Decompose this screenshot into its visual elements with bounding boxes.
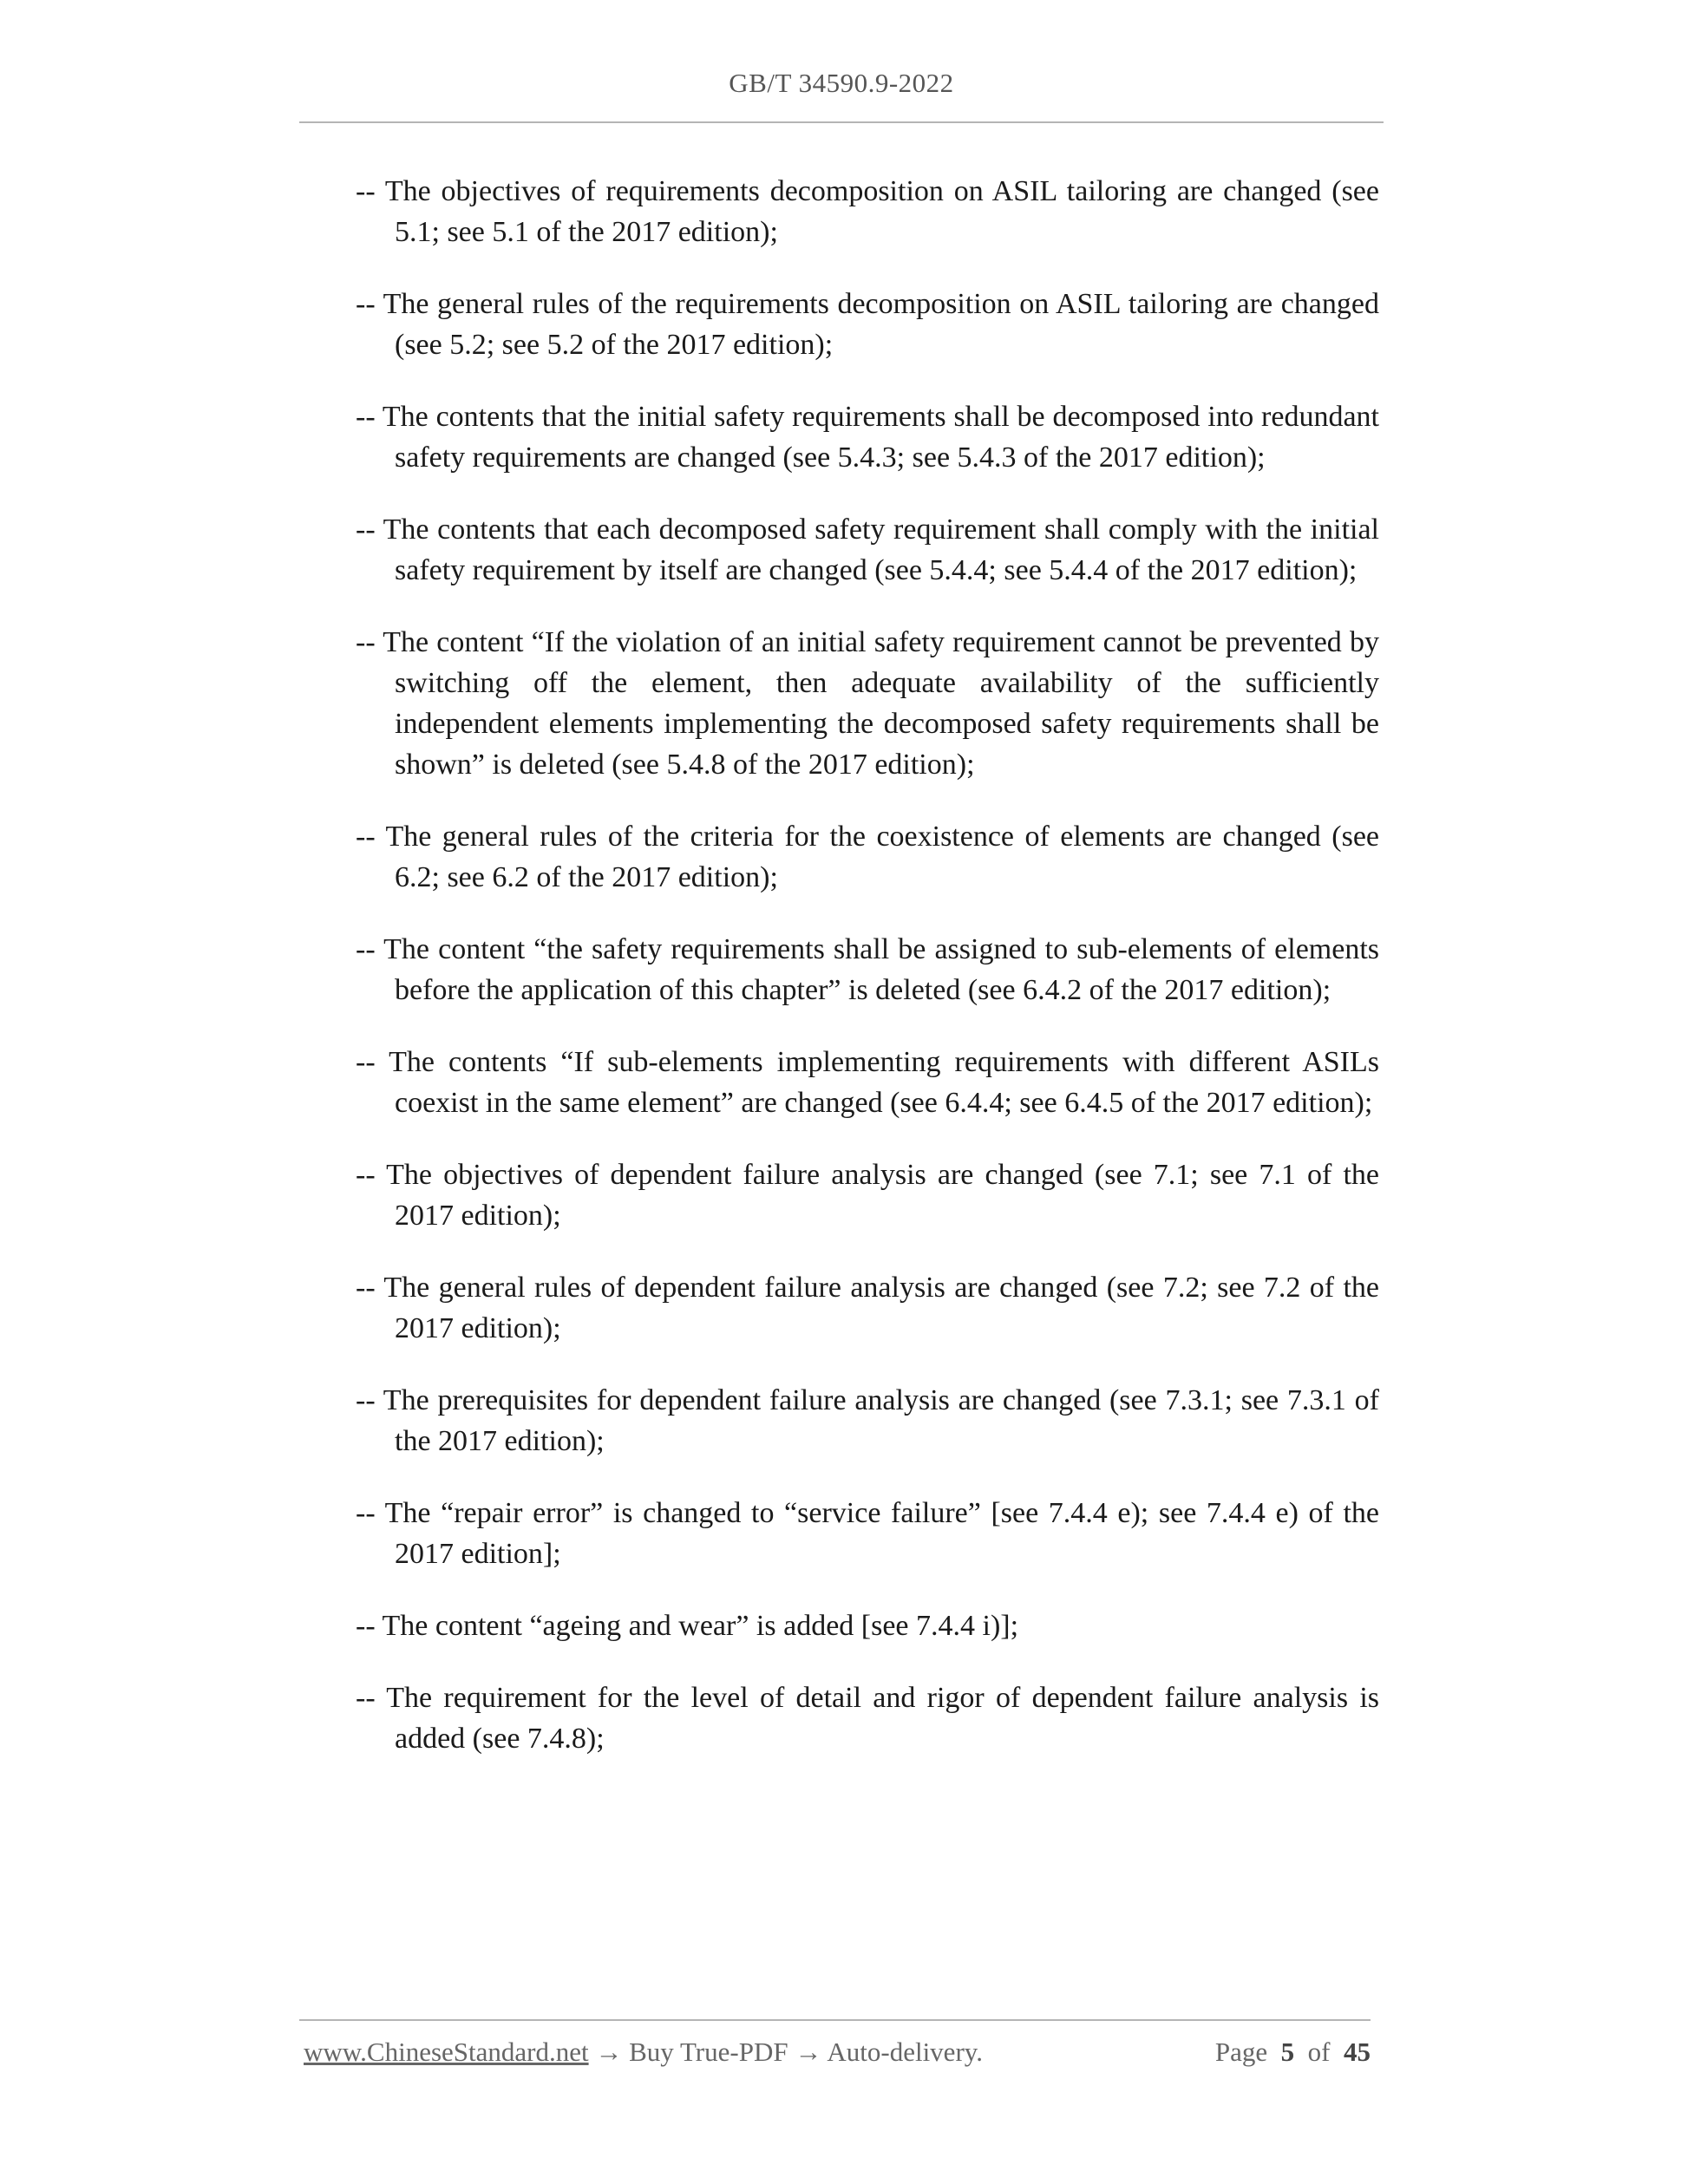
change-list	[356, 171, 1379, 1790]
list-item: -- The objectives of dependent failure analysis are changed (see 7.1; see 7.1 of the 2017 edition);	[356, 1159, 1379, 1232]
list-item: -- The contents that the initial safety requirements shall be decomposed into redundant safety requirements are changed (see 5.4.3; see 5.4.3 of the 2017 edition);	[356, 401, 1379, 474]
list-item: -- The general rules of the requirements decomposition on ASIL tailoring are changed (see 5.2; see 5.2 of the 2017 edition);	[356, 288, 1379, 361]
list-item: -- The contents that each decomposed safety requirement shall comply with the initial safety requirement by itself are changed (see 5.4.4; see 5.4.4 of the 2017 edition);	[356, 513, 1379, 586]
list-item: -- The content “If the violation of an initial safety requirement cannot be prevented by switching off the element, then adequate availability of the sufficiently independent elements implementing the decomposed safety requirements shall be shown” is deleted (see 5.4.8 of the 2017 edition);	[356, 626, 1379, 781]
site-link[interactable]: www.ChineseStandard.net	[304, 2037, 589, 2067]
list-item: -- The contents “If sub-elements implementing requirements with different ASILs coexist in the same element” are changed (see 6.4.4; see 6.4.5 of the 2017 edition);	[356, 1046, 1379, 1119]
page-label: Page	[1214, 2037, 1268, 2067]
page-number: 5	[1280, 2037, 1295, 2067]
footer-left	[304, 2037, 983, 2068]
of-label: of	[1307, 2037, 1331, 2067]
list-item: -- The prerequisites for dependent failure analysis are changed (see 7.3.1; see 7.3.1 of the 2017 edition);	[356, 1384, 1379, 1457]
page-indicator	[1215, 2037, 1371, 2068]
footer-tagline: → Buy True-PDF → Auto-delivery.	[595, 2037, 983, 2067]
list-item: -- The objectives of requirements decomposition on ASIL tailoring are changed (see 5.1; see 5.1 of the 2017 edition);	[356, 175, 1379, 248]
list-item: -- The content “ageing and wear” is added [see 7.4.4 i)];	[356, 1610, 1019, 1642]
list-item: -- The content “the safety requirements shall be assigned to sub-elements of elements before the application of this chapter” is deleted (see 6.4.2 of the 2017 edition);	[356, 933, 1379, 1006]
page-total: 45	[1344, 2037, 1371, 2067]
list-item: -- The requirement for the level of detail and rigor of dependent failure analysis is added (see 7.4.8);	[356, 1682, 1379, 1755]
list-item: -- The “repair error” is changed to “service failure” [see 7.4.4 e); see 7.4.4 e) of the 2017 edition];	[356, 1497, 1379, 1570]
header-divider	[299, 121, 1384, 123]
page-header-title: GB/T 34590.9-2022	[729, 68, 954, 98]
list-item: -- The general rules of dependent failure analysis are changed (see 7.2; see 7.2 of the 2017 edition);	[356, 1272, 1379, 1344]
list-item: -- The general rules of the criteria for the coexistence of elements are changed (see 6.2; see 6.2 of the 2017 edition);	[356, 821, 1379, 893]
footer-divider	[299, 2019, 1371, 2021]
